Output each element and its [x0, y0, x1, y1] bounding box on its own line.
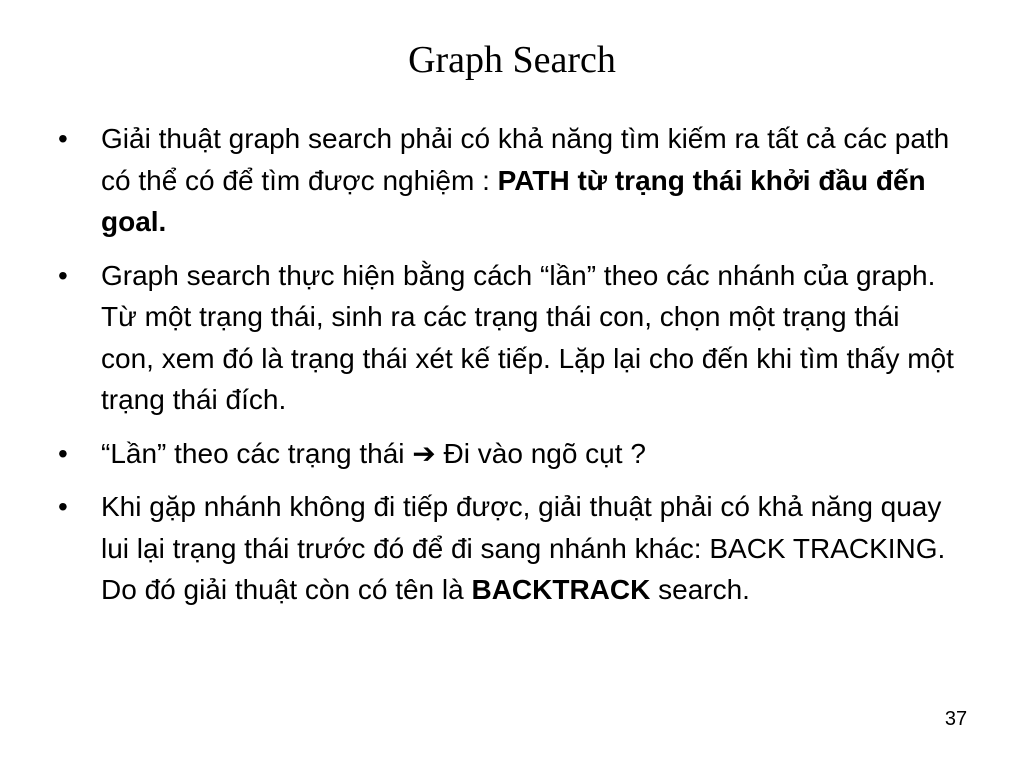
bullet-dot: •: [58, 491, 68, 522]
bullet-text: Đi vào ngõ cụt ?: [435, 437, 646, 469]
bullet-text: “Lần” theo các trạng thái: [101, 437, 413, 469]
bullet-bold-text: PATH từ trạng thái khởi đầu đến goal.: [101, 164, 926, 237]
bullet-text: search.: [650, 574, 750, 605]
bullet-text: Giải thuật graph search phải có khả năng tìm kiếm ra tất cả các path có thể có để tìm được nghiệm :: [101, 123, 950, 196]
bullet-dot: •: [58, 437, 68, 469]
bullet-item: [58, 255, 958, 421]
bullet-item: [58, 486, 958, 611]
bullet-dot: •: [58, 123, 68, 154]
bullet-bold-text: BACKTRACK: [471, 574, 651, 605]
bullet-item: [58, 433, 958, 475]
bullet-item: [58, 118, 958, 243]
slide-title: Graph Search: [408, 39, 616, 81]
bullet-text: Graph search thực hiện bằng cách “lần” theo các nhánh của graph. Từ một trạng thái, sinh ra các trạng thái con, chọn một trạng thái con, xem đó là trạng thái xét kế tiếp. Lặp lại cho đến khi tìm thấy một trạng thái đích.: [101, 259, 954, 415]
bullet-text: Khi gặp nhánh không đi tiếp được, giải thuật phải có khả năng quay lui lại trạng thái trước đó để đi sang nhánh khác: BACK TRACKING. Do đó giải thuật còn có tên là: [101, 491, 946, 605]
arrow-icon: ➔: [412, 437, 436, 469]
bullet-dot: •: [58, 259, 68, 291]
page-number: 37: [944, 708, 968, 730]
bullet-list: [58, 118, 958, 623]
